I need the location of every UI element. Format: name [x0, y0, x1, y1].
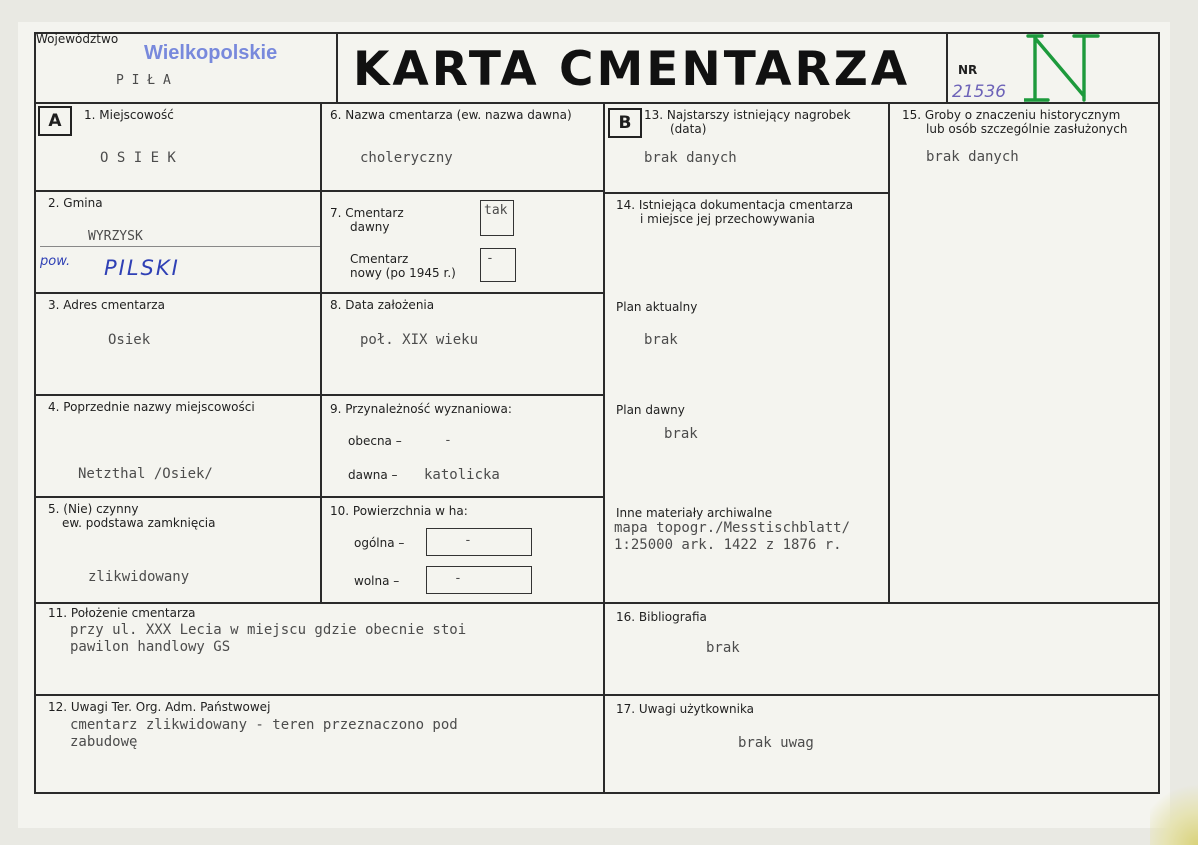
field-2-label: 2. Gmina — [48, 196, 103, 210]
field-2-handwritten-prefix: pow. — [40, 254, 71, 269]
field-10-wolna-label: wolna – — [354, 574, 400, 588]
nr-mark-green-n — [1018, 30, 1108, 110]
field-2-value: WYRZYSK — [88, 229, 143, 244]
field-3-value: Osiek — [108, 332, 151, 348]
field-4-label: 4. Poprzednie nazwy miejscowości — [48, 400, 255, 414]
section-b-letter: B — [608, 108, 642, 138]
wojewodztwo-stamp: Wielkopolskie — [144, 42, 278, 64]
paper-stain — [1150, 780, 1198, 845]
field-9-label: 9. Przynależność wyznaniowa: — [330, 402, 512, 416]
field-5-value: zlikwidowany — [88, 569, 190, 585]
field-16-value: brak — [706, 640, 740, 656]
field-7-dawny-value: tak — [484, 203, 508, 218]
field-2-handwritten-value: PILSKI — [104, 256, 180, 280]
field-3-label: 3. Adres cmentarza — [48, 298, 165, 312]
field-4-value: Netzthal /Osiek/ — [78, 466, 213, 482]
frame-right-line — [1158, 32, 1160, 794]
field-9-obecna-value: - — [444, 433, 452, 448]
col-divider-mid — [603, 102, 605, 792]
col-divider-b — [888, 102, 890, 602]
field-17-label: 17. Uwagi użytkownika — [616, 702, 755, 716]
field-9-obecna-label: obecna – — [348, 434, 402, 448]
field-1-label: 1. Miejscowość — [84, 108, 174, 122]
field-7-dawny-label-line1: 7. Cmentarz — [330, 206, 404, 220]
col-divider-a — [320, 102, 322, 602]
field-10-ogolna-box — [426, 528, 532, 556]
row-line-4 — [34, 496, 604, 498]
frame-top-line — [34, 32, 1160, 34]
header-bottom-line — [34, 102, 1160, 104]
field-10-ogolna-label: ogólna – — [354, 536, 405, 550]
inne-materialy-value-line1: mapa topogr./Messtischblatt/ — [614, 520, 851, 536]
row-line-2 — [34, 292, 604, 294]
wojewodztwo-label: Województwo — [36, 32, 119, 46]
field-11-label: 11. Położenie cmentarza — [48, 606, 196, 620]
field-5-label-line2: ew. podstawa zamknięcia — [62, 516, 216, 530]
field-6-label: 6. Nazwa cmentarza (ew. nazwa dawna) — [330, 108, 572, 122]
field-2-underline — [40, 246, 320, 247]
inne-materialy-value-line2: 1:25000 ark. 1422 z 1876 r. — [614, 537, 842, 553]
field-6-value: choleryczny — [360, 150, 453, 166]
field-14-label-line2: i miejsce jej przechowywania — [640, 212, 815, 226]
row-line-6 — [34, 694, 1160, 696]
field-15-label-line2: lub osób szczególnie zasłużonych — [926, 122, 1128, 136]
field-10-wolna-box — [426, 566, 532, 594]
field-5-label-line1: 5. (Nie) czynny — [48, 502, 139, 516]
field-9-dawna-label: dawna – — [348, 468, 398, 482]
field-11-value-line1: przy ul. XXX Lecia w miejscu gdzie obecnie stoi — [70, 622, 467, 638]
field-8-value: poł. XIX wieku — [360, 332, 479, 348]
field-17-value: brak uwag — [738, 735, 814, 751]
field-12-value-line2: zabudowę — [70, 734, 138, 750]
field-12-value-line1: cmentarz zlikwidowany - teren przeznaczono pod — [70, 717, 458, 733]
field-13-label-line2: (data) — [670, 122, 707, 136]
header-divider-1 — [336, 32, 338, 102]
field-7-dawny-label-line2: dawny — [350, 220, 390, 234]
plan-aktualny-value: brak — [644, 332, 678, 348]
field-13-label-line1: 13. Najstarszy istniejący nagrobek — [644, 108, 851, 122]
wojewodztwo-typed: P I Ł A — [116, 73, 171, 88]
frame-bottom-line — [34, 792, 1160, 794]
field-15-value: brak danych — [926, 149, 1019, 165]
frame-left-line — [34, 32, 36, 794]
field-7-nowy-value: - — [486, 251, 494, 266]
field-7-nowy-label-line1: Cmentarz — [350, 252, 409, 266]
plan-dawny-value: brak — [664, 426, 698, 442]
nr-label: NR — [958, 63, 978, 77]
section-a-letter: A — [38, 106, 72, 136]
field-1-value: O S I E K — [100, 150, 176, 166]
field-9-dawna-value: katolicka — [424, 467, 500, 483]
cemetery-card — [18, 22, 1170, 828]
row-line-1b — [604, 192, 889, 194]
row-line-3 — [34, 394, 604, 396]
field-15-label-line1: 15. Groby o znaczeniu historycznym — [902, 108, 1121, 122]
plan-aktualny-label: Plan aktualny — [616, 300, 698, 314]
nr-value: 21536 — [952, 82, 1007, 102]
row-line-1 — [34, 190, 604, 192]
inne-materialy-label: Inne materiały archiwalne — [616, 506, 773, 520]
field-8-label: 8. Data założenia — [330, 298, 435, 312]
plan-dawny-label: Plan dawny — [616, 403, 685, 417]
header-divider-2 — [946, 32, 948, 102]
field-16-label: 16. Bibliografia — [616, 610, 707, 624]
field-12-label: 12. Uwagi Ter. Org. Adm. Państwowej — [48, 700, 271, 714]
field-10-ogolna-value: - — [464, 533, 472, 548]
row-line-5 — [34, 602, 1160, 604]
field-14-label-line1: 14. Istniejąca dokumentacja cmentarza — [616, 198, 854, 212]
field-10-wolna-value: - — [454, 571, 462, 586]
field-10-label: 10. Powierzchnia w ha: — [330, 504, 468, 518]
field-11-value-line2: pawilon handlowy GS — [70, 639, 231, 655]
page-title: KARTA CMENTARZA — [353, 42, 911, 97]
field-7-nowy-label-line2: nowy (po 1945 r.) — [350, 266, 456, 280]
field-13-value: brak danych — [644, 150, 737, 166]
